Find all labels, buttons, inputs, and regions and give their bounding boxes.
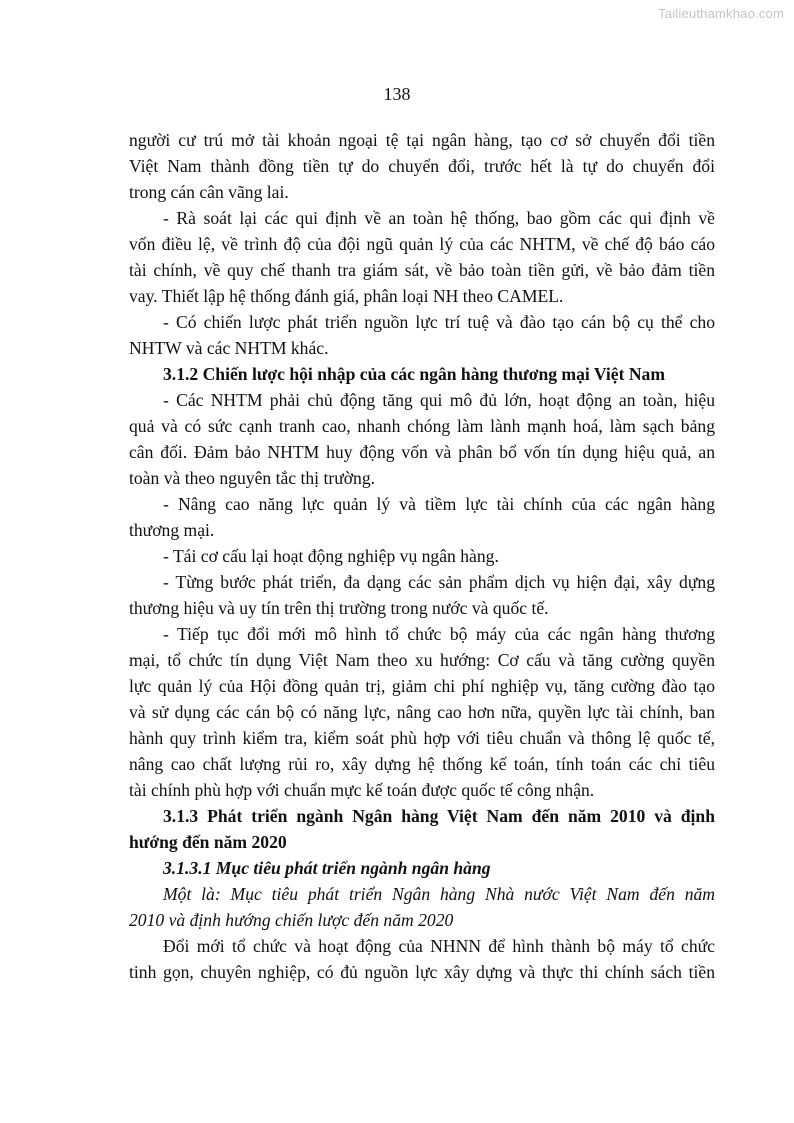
text-line: và sử dụng các cán bộ có năng lực, nâng cao hơn nữa, quyền lực tài chính, ban: [129, 702, 715, 722]
text-line: thương hiệu và uy tín trên thị trường trong nước và quốc tế.: [129, 598, 549, 618]
text-line: - Nâng cao năng lực quản lý và tiềm lực tài chính của các ngân hàng: [163, 494, 715, 514]
text-line: tinh gọn, chuyên nghiệp, có đủ nguồn lực xây dựng và thực thi chính sách tiền: [129, 962, 715, 982]
text-line: mại, tổ chức tín dụng Việt Nam theo xu hướng: Cơ cấu và tăng cường quyền: [129, 650, 715, 670]
text-line: nâng cao chất lượng rủi ro, xây dựng hệ thống kế toán, tính toán các chỉ tiêu: [129, 754, 715, 774]
text-line: - Có chiến lược phát triển nguồn lực trí tuệ và đào tạo cán bộ cụ thể cho: [163, 312, 715, 332]
text-line: 2010 và định hướng chiến lược đến năm 2020: [129, 910, 454, 930]
text-line: - Từng bước phát triển, đa dạng các sản phẩm dịch vụ hiện đại, xây dựng: [163, 572, 715, 592]
document-body: [129, 127, 715, 985]
text-line: trong cán cân vãng lai.: [129, 182, 289, 202]
text-line: - Tái cơ cấu lại hoạt động nghiệp vụ ngân hàng.: [163, 546, 499, 566]
section-heading-line: hướng đến năm 2020: [129, 832, 287, 852]
text-line: vay. Thiết lập hệ thống đánh giá, phân loại NH theo CAMEL.: [129, 286, 564, 306]
text-line: toàn và theo nguyên tắc thị trường.: [129, 468, 376, 488]
text-line: người cư trú mở tài khoản ngoại tệ tại ngân hàng, tạo cơ sở chuyển đổi tiền: [129, 130, 715, 150]
section-heading-line: 3.1.3 Phát triển ngành Ngân hàng Việt Nam đến năm 2010 và định: [163, 806, 715, 826]
text-line: NHTW và các NHTM khác.: [129, 338, 329, 358]
section-heading-line: 3.1.2 Chiến lược hội nhập của các ngân hàng thương mại Việt Nam: [163, 364, 666, 384]
text-line: Việt Nam thành đồng tiền tự do chuyển đổi, trước hết là tự do chuyển đổi: [129, 156, 715, 176]
section-heading-line: 3.1.3.1 Mục tiêu phát triển ngành ngân hàng: [163, 858, 491, 878]
text-line: tài chính phù hợp với chuẩn mực kế toán được quốc tế công nhận.: [129, 780, 595, 800]
text-line: lực quản lý của Hội đồng quản trị, giảm chi phí nghiệp vụ, tăng cường đào tạo: [129, 676, 715, 696]
text-line: vốn điều lệ, về trình độ của đội ngũ quản lý của các NHTM, về chế độ báo cáo: [129, 234, 715, 254]
text-line: - Các NHTM phải chủ động tăng qui mô đủ lớn, hoạt động an toàn, hiệu: [163, 390, 715, 410]
text-line: tài chính, về quy chế thanh tra giám sát, về bảo toàn tiền gửi, về bảo đảm tiền: [129, 260, 715, 280]
text-line: - Tiếp tục đổi mới mô hình tổ chức bộ máy của các ngân hàng thương: [163, 624, 715, 644]
watermark: Tailieuthamkhao.com: [658, 6, 784, 21]
text-line: thương mại.: [129, 520, 215, 540]
text-line: Đổi mới tổ chức và hoạt động của NHNN để hình thành bộ máy tổ chức: [163, 936, 715, 956]
text-line: - Rà soát lại các qui định về an toàn hệ thống, bao gồm các qui định về: [163, 208, 715, 228]
text-line: cân đối. Đảm bảo NHTM huy động vốn và phân bổ vốn tín dụng hiệu quả, an: [129, 442, 715, 462]
text-line: Một là: Mục tiêu phát triển Ngân hàng Nhà nước Việt Nam đến năm: [163, 884, 715, 904]
page-number: 138: [383, 84, 411, 104]
text-line: hành quy trình kiểm tra, kiểm soát phù hợp với tiêu chuẩn và thông lệ quốc tế,: [129, 728, 715, 748]
text-line: quả và có sức cạnh tranh cao, nhanh chóng làm lành mạnh hoá, làm sạch bảng: [129, 416, 715, 436]
